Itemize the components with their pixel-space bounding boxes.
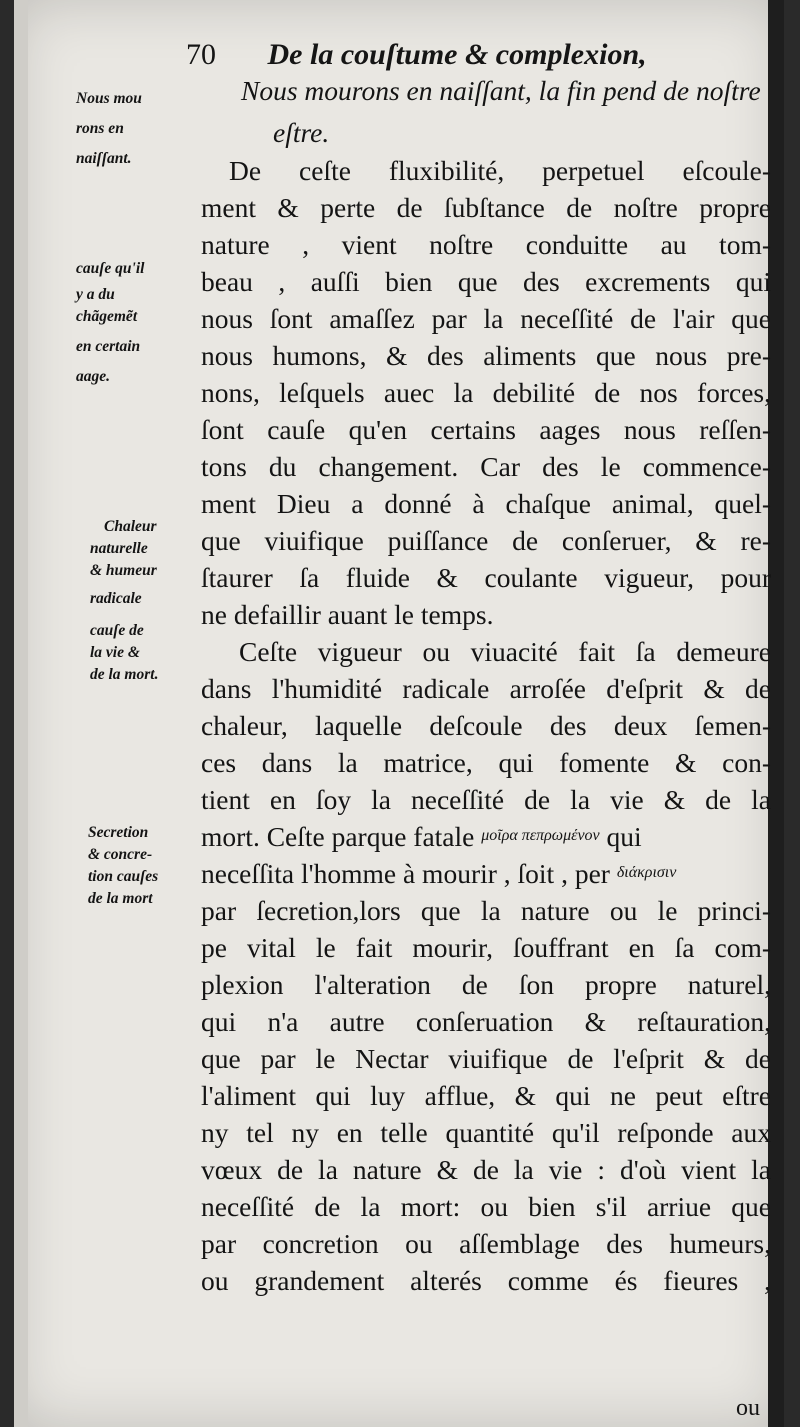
text-line: ces dans la matrice, qui fomente & con- (201, 747, 771, 778)
margin-note-line: rons en (76, 120, 124, 137)
text-line: l'aliment qui luy afflue, & qui ne peut eſtre (201, 1080, 771, 1111)
margin-note-line: cauſe de (90, 622, 144, 639)
margin-note-line: y a du (76, 286, 115, 303)
page-gutter (14, 0, 28, 1427)
text-line: nons, leſquels auec la debilité de nos forces, (201, 377, 771, 408)
margin-note-line: & concre- (88, 846, 153, 863)
margin-note-line: radicale (90, 590, 142, 607)
text-line: qui n'a autre conſeruation & reſtauration, (201, 1006, 771, 1037)
margin-note-line: aage. (76, 368, 111, 385)
margin-note-line: de la mort (88, 890, 153, 907)
margin-note-line: chãgemẽt (76, 308, 138, 325)
margin-note-2 (76, 258, 206, 388)
margin-note-line: & humeur (90, 562, 157, 579)
text-line: De ceſte fluxibilité, perpetuel eſcoule- (229, 155, 771, 186)
margin-note-line: tion cauſes (88, 868, 159, 885)
text-segment: neceſſita l'homme à mourir , ſoit , per (201, 858, 610, 889)
text-line: vœux de la nature & de la vie : d'où vient la (201, 1154, 771, 1185)
text-line: nature , vient noſtre conduitte au tom- (201, 229, 771, 260)
text-line: ment Dieu a donné à chaſque animal, quel- (201, 488, 771, 519)
text-line: tient en ſoy la neceſſité de la vie & de la (201, 784, 771, 815)
text-line: ne defaillir auant le temps. (201, 599, 494, 630)
text-line: ſont cauſe qu'en certains aages nous reſſen- (201, 414, 771, 445)
text-line: nous ſont amaſſez par la neceſſité de l'air que (201, 303, 771, 334)
text-line: ny tel ny en telle quantité qu'il reſponde aux (201, 1117, 771, 1148)
margin-note-line: Chaleur (104, 518, 157, 535)
text-line: plexion l'alteration de ſon propre naturel, (201, 969, 771, 1000)
margin-note-line: en certain (76, 338, 141, 355)
text-line: tons du changement. Car des le commence- (201, 451, 771, 482)
margin-note-1 (76, 88, 206, 170)
margin-note-line: naiſſant. (76, 150, 132, 167)
text-line: que viuifique puiſſance de conſeruer, & re- (201, 525, 771, 556)
text-line: chaleur, laquelle deſcoule des deux ſemen- (201, 710, 771, 741)
text-line: ment & perte de ſubſtance de noſtre propre (201, 192, 771, 223)
text-line: nous humons, & des aliments que nous pre- (201, 340, 771, 371)
text-line: Ceſte vigueur ou viuacité fait ſa demeure (239, 636, 771, 667)
margin-note-4 (88, 822, 218, 910)
greek-phrase: μοῖρα πεπρωμένον (481, 827, 600, 844)
text-line: dans l'humidité radicale arroſée d'eſprit & de (201, 673, 771, 704)
margin-note-line: de la mort. (90, 666, 159, 683)
margin-note-line: cauſe qu'il (76, 260, 145, 277)
text-line: par ſecretion,lors que la nature ou le princi- (201, 895, 771, 926)
text-line (201, 821, 642, 858)
text-line: ſtaurer ſa fluide & coulante vigueur, pour (201, 562, 771, 593)
greek-word: διάκρισιν (616, 864, 677, 881)
running-head (186, 38, 786, 72)
text-line: Nous mourons en naiſſant, la fin pend de noſtre (241, 75, 761, 106)
page-number: 70 (186, 38, 216, 71)
text-line: par concretion ou aſſemblage des humeurs, (201, 1228, 771, 1259)
text-segment: mort. Ceſte parque fatale (201, 821, 475, 852)
book-page (14, 0, 784, 1427)
text-segment: qui (606, 821, 642, 852)
margin-note-line: Nous mou (76, 90, 142, 107)
margin-note-line: naturelle (90, 540, 148, 557)
text-line: que par le Nectar viuifique de l'eſprit & de (201, 1043, 771, 1074)
running-title: De la couſtume & complexion, (267, 38, 647, 71)
text-line: pe vital le fait mourir, ſouffrant en ſa com- (201, 932, 771, 963)
margin-note-line: la vie & (90, 644, 140, 661)
text-line: ou grandement alterés comme és fieures , (201, 1265, 771, 1296)
catchword: ou (736, 1395, 760, 1421)
text-line: neceſſité de la mort: ou bien s'il arriue que (201, 1191, 771, 1222)
text-line: beau , auſſi bien que des excrements qui (201, 266, 771, 297)
text-line: eſtre. (273, 117, 330, 148)
margin-note-line: Secretion (88, 824, 149, 841)
text-line (201, 858, 676, 895)
